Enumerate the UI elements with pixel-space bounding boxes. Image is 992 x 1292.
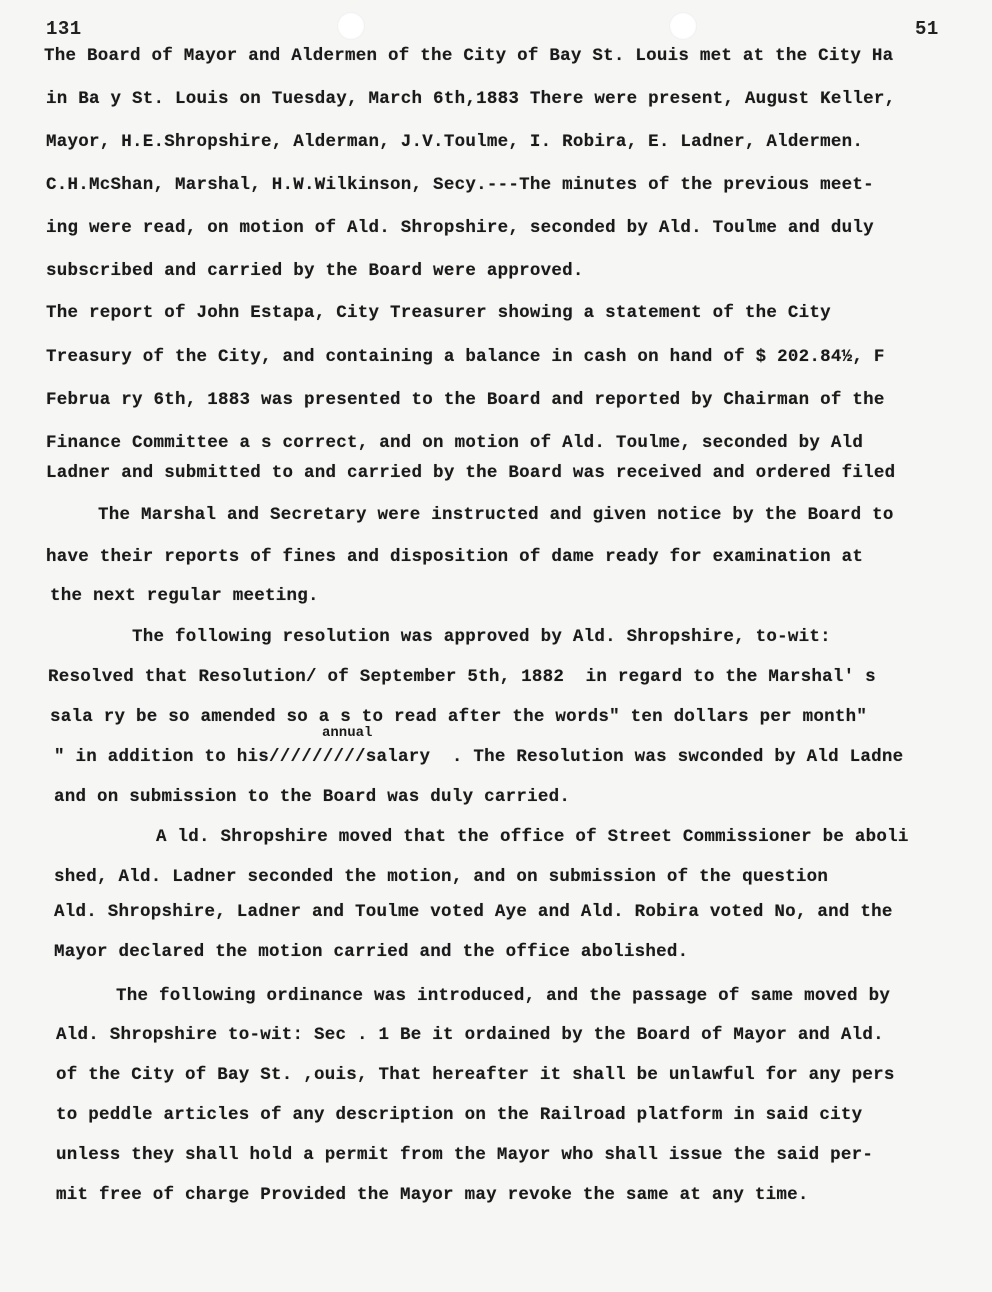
text-line-29: mit free of charge Provided the Mayor may revoke the same at any time. — [56, 1185, 809, 1205]
text-line-8: Treasury of the City, and containing a balance in cash on hand of $ 202.84½, F — [46, 347, 885, 367]
page-number-left: 131 — [46, 18, 82, 40]
text-line-23: Mayor declared the motion carried and the office abolished. — [54, 942, 689, 962]
text-line-19: and on submission to the Board was duly carried. — [54, 787, 571, 807]
text-line-26: of the City of Bay St. ,ouis, That hereafter it shall be unlawful for any pers — [56, 1065, 895, 1085]
text-line-10: Finance Committee a s correct, and on motion of Ald. Toulme, seconded by Ald — [46, 433, 864, 453]
text-line-2: in Ba y St. Louis on Tuesday, March 6th,1883 There were present, August Keller, — [46, 89, 896, 109]
interlinear-insertion: annual — [322, 725, 373, 741]
punch-hole-right — [669, 12, 697, 40]
text-line-28: unless they shall hold a permit from the Mayor who shall issue the said per- — [56, 1145, 874, 1165]
text-line-4: C.H.McShan, Marshal, H.W.Wilkinson, Secy.---The minutes of the previous meet- — [46, 175, 874, 195]
text-line-1: The Board of Mayor and Aldermen of the City of Bay St. Louis met at the City Ha — [44, 46, 894, 66]
text-line-13: have their reports of fines and disposition of dame ready for examination at — [46, 547, 864, 567]
text-line-21: shed, Ald. Ladner seconded the motion, and on submission of the question — [54, 867, 829, 887]
text-line-20: A ld. Shropshire moved that the office of Street Commissioner be aboli — [156, 827, 909, 847]
text-line-9: Februa ry 6th, 1883 was presented to the Board and reported by Chairman of the — [46, 390, 885, 410]
page-number-right: 51 — [915, 18, 939, 40]
text-line-22: Ald. Shropshire, Ladner and Toulme voted Aye and Ald. Robira voted No, and the — [54, 902, 893, 922]
text-line-15: The following resolution was approved by Ald. Shropshire, to-wit: — [132, 627, 831, 647]
text-line-3: Mayor, H.E.Shropshire, Alderman, J.V.Toulme, I. Robira, E. Ladner, Aldermen. — [46, 132, 864, 152]
text-line-14: the next regular meeting. — [50, 586, 319, 606]
text-line-27: to peddle articles of any description on the Railroad platform in said city — [56, 1105, 863, 1125]
text-line-17: sala ry be so amended so a s to read after the words" ten dollars per month" — [50, 707, 868, 727]
text-line-11: Ladner and submitted to and carried by the Board was received and ordered filed — [46, 463, 896, 483]
text-line-25: Ald. Shropshire to-wit: Sec . 1 Be it ordained by the Board of Mayor and Ald. — [56, 1025, 884, 1045]
text-line-24: The following ordinance was introduced, and the passage of same moved by — [116, 986, 891, 1006]
text-line-16: Resolved that Resolution/ of September 5th, 1882 in regard to the Marshal' s — [48, 667, 876, 687]
text-line-18: " in addition to his/////////salary . The Resolution was swconded by Ald Ladne — [54, 747, 904, 767]
text-line-6: subscribed and carried by the Board were approved. — [46, 261, 584, 281]
text-line-12: The Marshal and Secretary were instructed and given notice by the Board to — [98, 505, 894, 525]
text-line-5: ing were read, on motion of Ald. Shropshire, seconded by Ald. Toulme and duly — [46, 218, 874, 238]
punch-hole-left — [337, 12, 365, 40]
text-line-7: The report of John Estapa, City Treasurer showing a statement of the City — [46, 303, 831, 323]
